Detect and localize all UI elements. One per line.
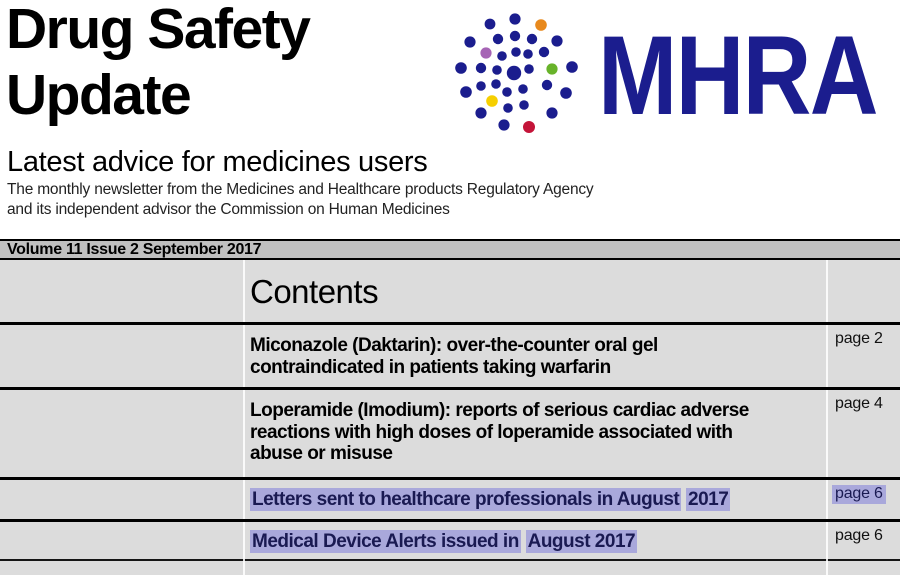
- subtitle-line1: The monthly newsletter from the Medicines and Healthcare products Regulatory Agency: [7, 181, 594, 198]
- table-bottom-rule: [0, 559, 900, 563]
- highlighted-text: August 2017: [527, 531, 636, 552]
- toc-title-line: abuse or misuse: [250, 443, 393, 464]
- page-title-line2: Update: [6, 63, 191, 127]
- toc-title-line: Miconazole (Daktarin): over-the-counter oral gel: [250, 335, 658, 356]
- toc-item-page: page 6: [835, 527, 883, 544]
- subtitle: [7, 180, 594, 220]
- volume-label: Volume 11 Issue 2 September 2017: [7, 240, 262, 258]
- subtitle-line2: and its independent advisor the Commission on Human Medicines: [7, 201, 450, 218]
- toc-title-line: Loperamide (Imodium): reports of serious cardiac adverse: [250, 400, 749, 421]
- toc-title-line: reactions with high doses of loperamide associated with: [250, 421, 733, 443]
- highlighted-text: Letters sent to healthcare professionals in August: [252, 489, 680, 510]
- toc-item-title: [250, 335, 820, 378]
- toc-item-page: page 4: [835, 395, 883, 412]
- toc-item-page: page 6: [832, 485, 886, 504]
- contents-header-row: [0, 260, 900, 322]
- toc-title-line: contraindicated in patients taking warfarin: [250, 356, 611, 378]
- highlighted-text: Medical Device Alerts issued in: [252, 531, 519, 552]
- tagline: Latest advice for medicines users: [7, 146, 428, 178]
- mhra-dots-icon: [449, 6, 581, 136]
- toc-row-loperamide[interactable]: [0, 387, 900, 477]
- volume-bar: [0, 239, 900, 260]
- contents-table: [0, 239, 900, 575]
- toc-row-miconazole[interactable]: [0, 322, 900, 387]
- toc-item-page: page 2: [835, 330, 883, 347]
- toc-row-device-alerts[interactable]: [0, 519, 900, 559]
- toc-item-title: [250, 531, 820, 553]
- toc-item-title: [250, 400, 820, 465]
- mhra-logo-text: MHRA: [598, 13, 877, 138]
- contents-heading: Contents: [250, 273, 379, 310]
- toc-item-title: [250, 489, 820, 511]
- highlighted-text: 2017: [688, 489, 729, 510]
- page-title-line1: Drug Safety: [6, 0, 310, 61]
- toc-row-letters[interactable]: [0, 477, 900, 519]
- page-title: [6, 0, 309, 128]
